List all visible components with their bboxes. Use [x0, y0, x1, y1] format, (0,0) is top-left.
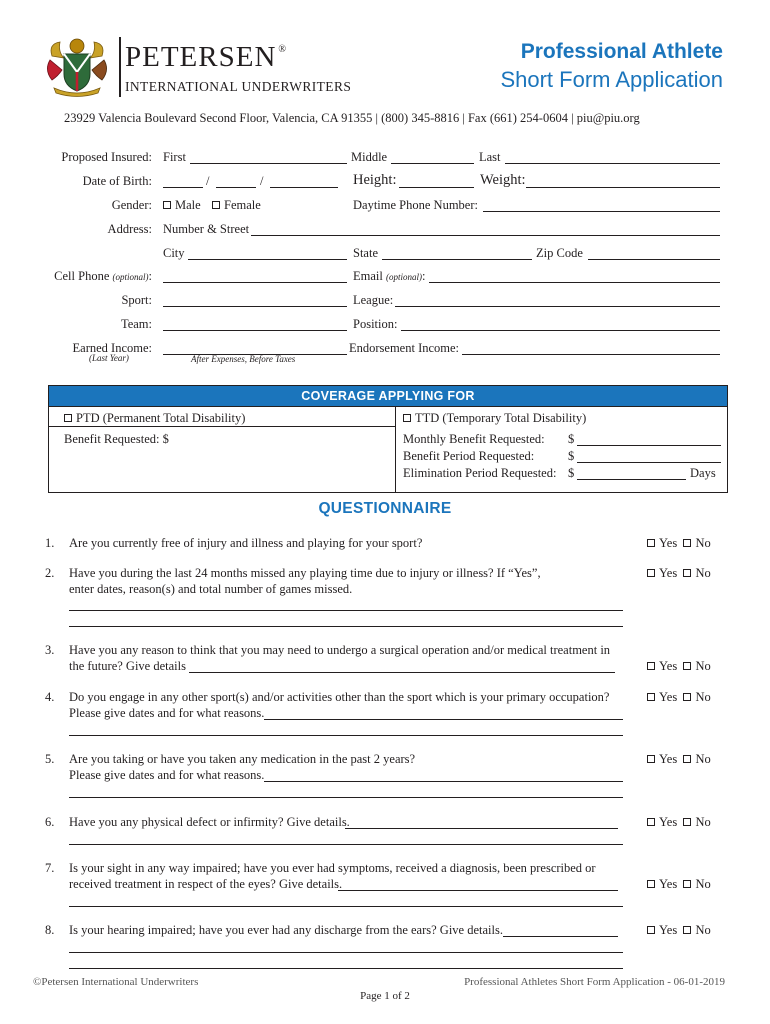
footer-copyright: ©Petersen International Underwriters: [33, 976, 199, 988]
state-label: State: [353, 246, 378, 260]
q6-no-checkbox[interactable]: [683, 818, 691, 826]
form-subtitle: Short Form Application: [500, 67, 723, 92]
benefit-period-label: Benefit Period Requested:: [403, 449, 535, 463]
q2-no-option[interactable]: No: [683, 566, 710, 580]
question-2-answer: [647, 566, 711, 581]
question-5-number: 5.: [45, 752, 55, 766]
gender-male-option[interactable]: Male: [163, 198, 201, 213]
q1-yes-checkbox[interactable]: [647, 539, 655, 547]
q3-yes-checkbox[interactable]: [647, 662, 655, 670]
ttd-option[interactable]: TTD (Temporary Total Disability): [403, 411, 586, 426]
question-7-number: 7.: [45, 861, 55, 875]
dob-month-field[interactable]: [163, 187, 203, 188]
after-expenses-note: After Expenses, Before Taxes: [191, 354, 296, 364]
city-field[interactable]: [188, 259, 347, 260]
coverage-col-divider: [395, 406, 396, 492]
earned-income-label: Earned Income:: [72, 341, 152, 355]
q5-yes-option[interactable]: Yes: [647, 752, 677, 766]
league-field[interactable]: [395, 306, 720, 307]
middle-name-field[interactable]: [391, 163, 474, 164]
days-label: Days: [690, 466, 716, 480]
gender-female-option[interactable]: Female: [212, 198, 261, 213]
q6-no-option[interactable]: No: [683, 815, 710, 829]
question-4-number: 4.: [45, 690, 55, 704]
q2-yes-checkbox[interactable]: [647, 569, 655, 577]
question-4-text-line-1: Do you engage in any other sport(s) and/or activities other than the sport which is your primary occupation?: [69, 690, 610, 704]
ptd-benefit-label: Benefit Requested: $: [64, 432, 169, 446]
ptd-option[interactable]: PTD (Permanent Total Disability): [64, 411, 245, 426]
email-field[interactable]: [429, 282, 720, 283]
q7-yes-option[interactable]: Yes: [647, 877, 677, 891]
question-5-text-line-2: Please give dates and for what reasons.: [69, 768, 265, 782]
coverage-row-divider-1: [49, 406, 727, 407]
question-5-answer-line-1[interactable]: [264, 781, 623, 782]
question-7-answer-line-2[interactable]: [69, 906, 623, 907]
height-field[interactable]: [399, 187, 474, 188]
coverage-section: [48, 385, 728, 493]
cell-phone-field[interactable]: [163, 282, 347, 283]
city-label: City: [163, 246, 185, 260]
weight-label: Weight:: [480, 172, 526, 188]
question-8-answer-line-2[interactable]: [69, 952, 623, 953]
last-year-note: (Last Year): [89, 353, 129, 363]
q6-yes-checkbox[interactable]: [647, 818, 655, 826]
coverage-header: COVERAGE APPLYING FOR: [49, 386, 727, 406]
question-6-answer-line-2[interactable]: [69, 844, 623, 845]
male-checkbox[interactable]: [163, 201, 171, 209]
benefit-period-field[interactable]: [577, 462, 721, 463]
cell-phone-label: Cell Phone (optional):: [54, 269, 152, 283]
q1-yes-option[interactable]: Yes: [647, 536, 677, 550]
contact-line: 23929 Valencia Boulevard Second Floor, Valencia, CA 91355 | (800) 345-8816 | Fax (661) 254-0604 | piu@piu.org: [64, 111, 640, 125]
question-4-text-line-2: Please give dates and for what reasons.: [69, 706, 265, 720]
position-field[interactable]: [401, 330, 720, 331]
dob-slash-2: /: [260, 174, 264, 188]
question-3-text-line-1: Have you any reason to think that you may need to undergo a surgical operation and/or medical treatment in: [69, 643, 611, 657]
elimination-period-label: Elimination Period Requested:: [403, 466, 557, 480]
company-logo-crest: [44, 36, 110, 98]
team-label: Team:: [120, 317, 152, 331]
q8-yes-option[interactable]: Yes: [647, 923, 677, 937]
question-6-answer-line-1[interactable]: [345, 828, 618, 829]
questionnaire-title: QUESTIONNAIRE: [318, 500, 452, 517]
height-label: Height:: [353, 172, 397, 188]
question-6-text: Have you any physical defect or infirmity? Give details.: [69, 815, 350, 829]
street-field[interactable]: [251, 235, 720, 236]
question-1-text: Are you currently free of injury and illness and playing for your sport?: [69, 536, 423, 550]
question-7-text-line-2: received treatment in respect of the eyes? Give details.: [69, 877, 343, 891]
question-4-answer-line-1[interactable]: [264, 719, 623, 720]
question-5-answer: [647, 752, 711, 767]
gender-label: Gender:: [111, 198, 152, 212]
question-1-number: 1.: [45, 536, 55, 550]
question-2-answer-line-2[interactable]: [69, 626, 623, 627]
question-1-answer: [647, 536, 711, 551]
form-title: Professional Athlete: [520, 40, 723, 63]
zip-label: Zip Code: [536, 246, 583, 260]
last-name-label: Last: [479, 150, 501, 164]
q3-yes-option[interactable]: Yes: [647, 659, 677, 673]
last-name-field[interactable]: [505, 163, 720, 164]
brand-name: PETERSEN ®: [125, 41, 288, 73]
question-3-answer: [647, 659, 711, 674]
q2-yes-option[interactable]: Yes: [647, 566, 677, 580]
team-field[interactable]: [163, 330, 347, 331]
q4-no-option[interactable]: No: [683, 690, 710, 704]
question-7-answer-line-1[interactable]: [338, 890, 618, 891]
q6-yes-option[interactable]: Yes: [647, 815, 677, 829]
question-2-answer-line-1[interactable]: [69, 610, 623, 611]
weight-field[interactable]: [526, 187, 720, 188]
position-label: Position:: [353, 317, 398, 331]
q2-no-checkbox[interactable]: [683, 569, 691, 577]
q3-no-option[interactable]: No: [683, 659, 710, 673]
female-checkbox[interactable]: [212, 201, 220, 209]
question-4-answer: [647, 690, 711, 705]
daytime-phone-field[interactable]: [483, 211, 720, 212]
monthly-benefit-label: Monthly Benefit Requested:: [403, 432, 545, 446]
elimination-period-field[interactable]: [577, 479, 686, 480]
question-8-answer-line-3[interactable]: [69, 968, 623, 969]
q8-no-option[interactable]: No: [683, 923, 710, 937]
question-2-number: 2.: [45, 566, 55, 580]
first-name-label: First: [163, 150, 186, 164]
question-8-answer-line-1[interactable]: [503, 936, 618, 937]
q5-no-option[interactable]: No: [683, 752, 710, 766]
question-8-answer: [647, 923, 711, 938]
sport-label: Sport:: [121, 293, 152, 307]
elimination-dollar: $: [568, 466, 575, 480]
address-label: Address:: [107, 222, 152, 236]
middle-name-label: Middle: [351, 150, 388, 164]
q7-no-option[interactable]: No: [683, 877, 710, 891]
question-5-answer-line-2[interactable]: [69, 797, 623, 798]
footer-page-number: Page 1 of 2: [360, 990, 410, 1002]
brand-divider: [119, 37, 121, 97]
q1-no-checkbox[interactable]: [683, 539, 691, 547]
q7-no-checkbox[interactable]: [683, 880, 691, 888]
dob-day-field[interactable]: [216, 187, 256, 188]
q7-yes-checkbox[interactable]: [647, 880, 655, 888]
daytime-phone-label: Daytime Phone Number:: [353, 198, 478, 212]
monthly-benefit-field[interactable]: [577, 445, 721, 446]
q3-no-checkbox[interactable]: [683, 662, 691, 670]
q5-no-checkbox[interactable]: [683, 755, 691, 763]
ttd-checkbox[interactable]: [403, 414, 411, 422]
question-3-number: 3.: [45, 643, 55, 657]
question-7-answer: [647, 877, 711, 892]
question-5-text-line-1: Are you taking or have you taken any medication in the past 2 years?: [69, 752, 416, 766]
zip-field[interactable]: [588, 259, 720, 260]
email-label: Email (optional):: [353, 269, 426, 283]
question-3-text-line-2: the future? Give details: [69, 659, 186, 673]
monthly-dollar: $: [568, 432, 575, 446]
question-7-text-line-1: Is your sight in any way impaired; have you ever had symptoms, received a diagnosis, been prescribed or: [69, 861, 596, 875]
question-8-number: 8.: [45, 923, 55, 937]
question-6-answer: [647, 815, 711, 830]
dob-label: Date of Birth:: [82, 174, 152, 188]
q5-yes-checkbox[interactable]: [647, 755, 655, 763]
first-name-field[interactable]: [190, 163, 347, 164]
question-2-text-line-2: enter dates, reason(s) and total number of games missed.: [69, 582, 353, 596]
number-street-label: Number & Street: [163, 222, 250, 236]
proposed-insured-label: Proposed Insured:: [61, 150, 152, 164]
q4-yes-checkbox[interactable]: [647, 693, 655, 701]
q4-no-checkbox[interactable]: [683, 693, 691, 701]
league-label: League:: [353, 293, 394, 307]
q1-no-option[interactable]: No: [683, 536, 710, 550]
question-3-answer-line[interactable]: [189, 672, 615, 673]
dob-year-field[interactable]: [270, 187, 338, 188]
q4-yes-option[interactable]: Yes: [647, 690, 677, 704]
question-2-text-line-1: Have you during the last 24 months missed any playing time due to injury or illness? If “Yes”,: [69, 566, 541, 580]
coverage-row-divider-2: [49, 426, 395, 427]
endorsement-income-label: Endorsement Income:: [349, 341, 460, 355]
endorsement-income-field[interactable]: [462, 354, 720, 355]
state-field[interactable]: [382, 259, 532, 260]
brand-subtitle: INTERNATIONAL UNDERWRITERS: [125, 79, 352, 94]
question-8-text: Is your hearing impaired; have you ever had any discharge from the ears? Give details.: [69, 923, 503, 937]
q8-no-checkbox[interactable]: [683, 926, 691, 934]
period-dollar: $: [568, 449, 575, 463]
sport-field[interactable]: [163, 306, 347, 307]
ptd-checkbox[interactable]: [64, 414, 72, 422]
question-4-answer-line-2[interactable]: [69, 735, 623, 736]
q8-yes-checkbox[interactable]: [647, 926, 655, 934]
dob-slash-1: /: [206, 174, 210, 188]
question-6-number: 6.: [45, 815, 55, 829]
footer-doc-id: Professional Athletes Short Form Application - 06-01-2019: [464, 976, 725, 988]
